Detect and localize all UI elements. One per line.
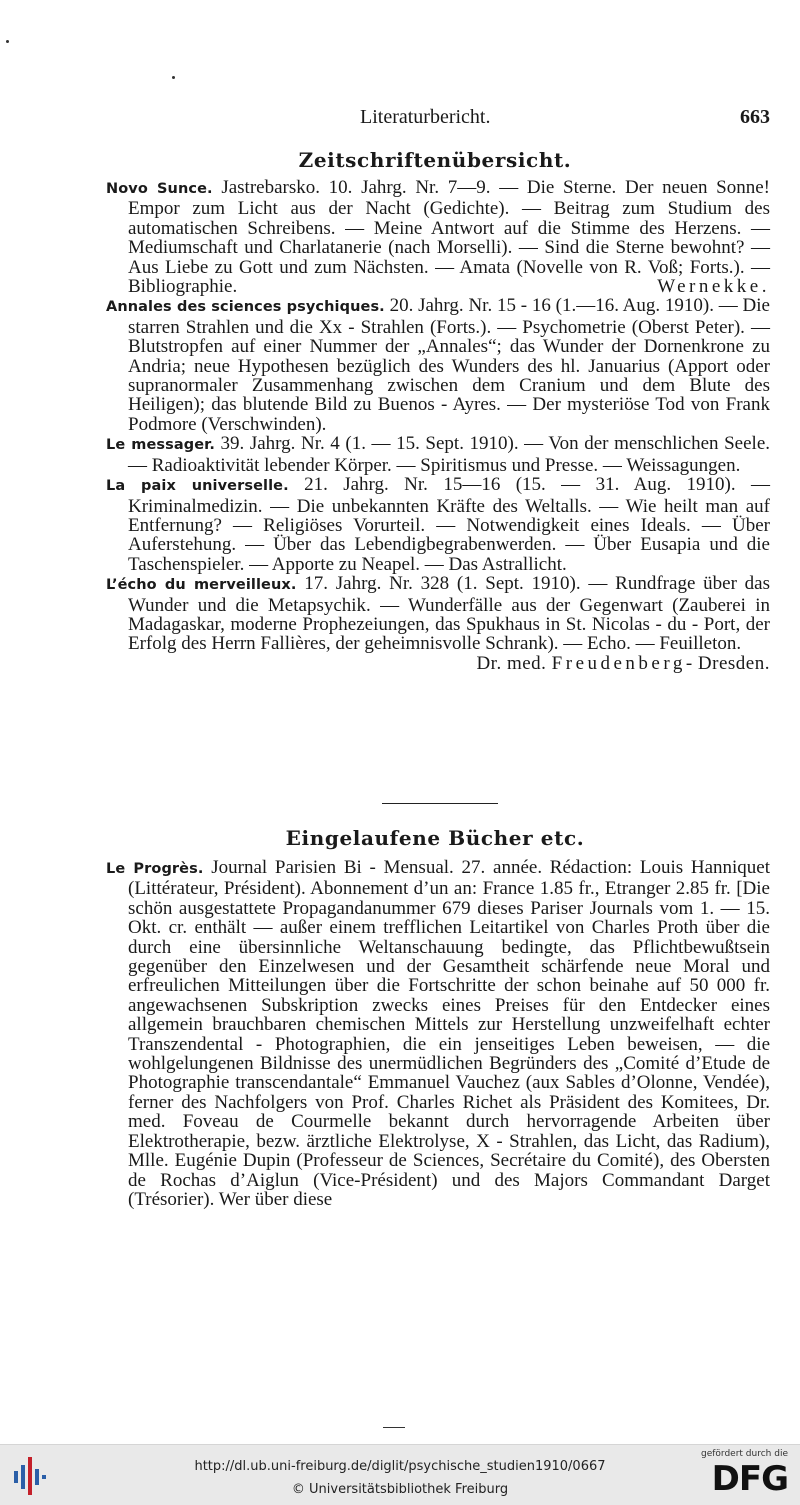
signature-prefix: Dr. med. — [476, 652, 547, 674]
page-number: 663 — [740, 106, 770, 128]
periodical-contents: 20. Jahrg. Nr. 15 - 16 (1.—16. Aug. 1910). — Die starren Strahlen und die Xx - Strahlen (Forts.). — Psychometrie (Oberst Peter). — Blutstropfen auf einer Nummer der „Annales“; das Wunder der Dornenkrone zu Andria; neue Hypothesen bezüglich des Wunders des hl. Januarius (Apport oder supranormaler Zusammenhang zwischen dem Cranium und dem Blute des Heiligen); das blutende Bild zu Buenos - Ayres. — Der mysteriöse Tod von Frank Podmore (Verschwinden). — [128, 295, 770, 435]
catchword-dash — [383, 1427, 405, 1428]
periodical-title: Le messager. — [106, 437, 215, 454]
periodical-title: Novo Sunce. — [106, 181, 213, 197]
signature-suffix: - Dresden. — [685, 652, 770, 674]
periodical-contents: 17. Jahrg. Nr. 328 (1. Sept. 1910). — Rundfrage über das Wunder und die Metapsychik. — Wunderfälle aus der Gegenwart (Zauberei in Madagaskar, moderne Prophezeiungen, das Spukhaus in St. Nicolas - du - Port, der Erfolg des Herrn Fallières, der geheimnisvolle Schrank). — Echo. — Feuilleton. — [128, 573, 771, 655]
periodical-title: Annales des sciences psychiques. — [106, 299, 385, 316]
periodical-contents: Jastrebarsko. 10. Jahrg. Nr. 7—9. — Die Sterne. Der neuen Sonne! Empor zum Licht aus der Nacht (Gedichte). — Beitrag zum Studium des automatischen Schreibens. — Meine Antwort auf die Stimme des Herzens. — Mediumschaft und Charlatanerie (nach Morselli). — Sind die Sterne bewohnt? — Aus Liebe zu Gott und zum Nächsten. — Amata (Novelle von R. Voß; Forts.). — Bibliographie. — [128, 177, 771, 298]
periodical-contents: 39. Jahrg. Nr. 4 (1. — 15. Sept. 1910). — Von der menschlichen Seele. — Radioaktivität lebender Körper. — Spiritismus und Presse. — Weissagungen. — [128, 433, 771, 476]
running-head-title: Literaturbericht. — [360, 106, 491, 128]
copyright-notice: © Universitätsbibliothek Freiburg — [291, 1482, 509, 1497]
section-divider — [382, 803, 498, 804]
running-head — [105, 104, 770, 134]
periodical-entry — [106, 475, 770, 574]
books-list — [106, 858, 770, 1209]
periodical-entry — [106, 296, 770, 434]
scan-speck — [172, 76, 175, 79]
permalink-url[interactable]: http://dl.ub.uni-freiburg.de/diglit/psychische_studien1910/0667 — [194, 1459, 606, 1474]
funder-logo-text: DFG — [711, 1459, 788, 1499]
periodical-entry — [106, 178, 770, 296]
section-title-buecher: Eingelaufene Bücher etc. — [285, 826, 585, 850]
periodical-entry — [106, 573, 771, 674]
signature-name: Freudenberg — [551, 652, 686, 674]
periodical-contents: 21. Jahrg. Nr. 15—16 (15. — 31. Aug. 1910). — Kriminalmedizin. — Die unbekannten Kräfte des Weltalls. — Wie heilt man auf Entfernung? — Religiöses Vorurteil. — Notwendigkeit eines Ideals. — Über Auferstehung. — Über das Lebendigbegrabenwerden. — Über Eusapia und die Taschenspieler. — Apporte zu Neapel. — Das Astrallicht. — [128, 474, 770, 575]
funding-note: gefördert durch die — [701, 1449, 788, 1459]
section-title-zeitschriften: Zeitschriftenübersicht. — [298, 148, 572, 172]
book-entry — [106, 858, 770, 1209]
book-description: Journal Parisien Bi - Mensual. 27. année. Rédaction: Louis Hanniquet (Littérateur, Président). Abonnement d’un an: France 1.85 fr., Etranger 2.85 fr. [Die schön ausgestattete Propagandanummer 679 dieses Pariser Journals vom 1. — 15. Okt. cr. enthält — außer einem trefflichen Leitartikel von Charles Proth über die durch eine übersinnliche Weltanschauung bedingte, das Pflichtbewußtsein gegenüber den Einzelwesen und der Gesamtheit schärfende neue Moral und erfreulichen Mitteilungen über die Fortschritte der schon beinahe auf 50 000 fr. angewachsenen Subskription zwecks eines Preises für den Entdecker eines allgemein brauchbaren chemischen Mittels zur Herstellung unzweifelhaft echter Transzendental - Photographien, die ein jenseitiges Leben beweisen, — die wohlgelungenen Bildnisse des unermüdlichen Begründers des „Comité d’Etude de Photographie transcendantale“ Emmanuel Vauchez (aux Sables d’Olonne, Vendée), ferner des Nachfolgers von Prof. Charles Richet als Präsident des Komitees, Dr. med. Foveau de Courmelle bekannt durch hervorragende Arbeiten über Elektrotherapie, bezw. ärztliche Elektrolyse, X - Strahlen, das Licht, das Radium), Mlle. Eugénie Dupin (Professeur de Sciences, Secrétaire du Comité), des Obersten de Rochas d’Aiglun (Vice-Président) und des Majors Commandant Darget (Trésorier). Wer über diese — [128, 857, 771, 1210]
dfg-logo-icon — [698, 1447, 788, 1503]
book-title: Le Progrès. — [106, 861, 204, 877]
reviewer-signature — [476, 652, 770, 674]
viewer-footer — [0, 1444, 800, 1505]
periodical-title: La paix universelle. — [106, 478, 289, 495]
periodical-title: L’écho du merveilleux. — [106, 577, 297, 594]
periodicals-list — [106, 178, 770, 673]
reviewer-signature: Wernekke. — [657, 276, 770, 298]
scan-speck — [6, 40, 9, 43]
periodical-entry — [106, 434, 770, 475]
